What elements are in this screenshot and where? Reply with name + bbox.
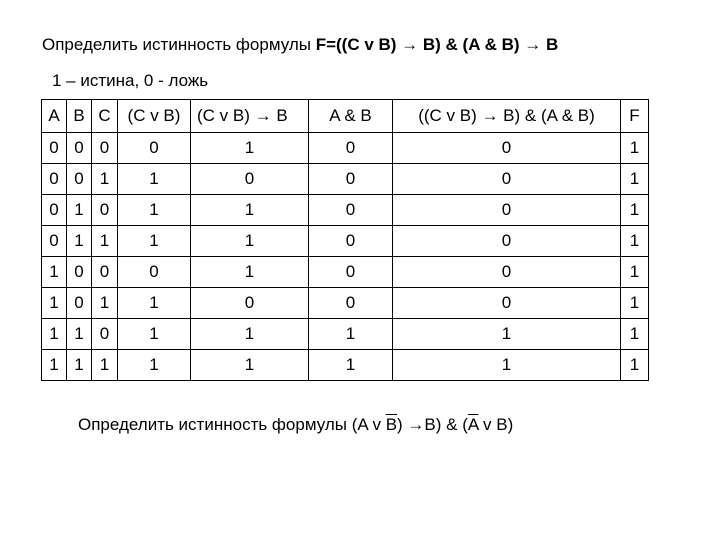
- table-cell: 0: [42, 195, 67, 226]
- table-cell: 1: [191, 257, 309, 288]
- table-cell: 1: [621, 257, 649, 288]
- negated-variable: $\overline{B}$: [385, 415, 398, 434]
- negated-variable: $\overline{A}$: [467, 415, 479, 434]
- title-formula: F=((C v B) → B) & (A & B) → B: [315, 35, 559, 54]
- header-cell: (C v B) → B: [191, 100, 309, 133]
- table-cell: 0: [67, 288, 92, 319]
- table-row: [42, 164, 649, 195]
- table-cell: 0: [42, 133, 67, 164]
- table-cell: 1: [67, 319, 92, 350]
- table-cell: 1: [67, 226, 92, 257]
- table-cell: 1: [67, 195, 92, 226]
- table-cell: 0: [67, 257, 92, 288]
- table-header-row: [42, 100, 649, 133]
- table-cell: 1: [309, 350, 393, 381]
- table-row: [42, 257, 649, 288]
- table-cell: 1: [118, 350, 191, 381]
- table-row: [42, 226, 649, 257]
- table-cell: 1: [621, 319, 649, 350]
- legend-note: 1 – истина, 0 - ложь: [52, 71, 209, 90]
- table-cell: 1: [191, 195, 309, 226]
- table-row: [42, 288, 649, 319]
- table-cell: 1: [42, 288, 67, 319]
- table-cell: 0: [42, 164, 67, 195]
- table-cell: 0: [118, 257, 191, 288]
- header-cell: B: [67, 100, 92, 133]
- table-cell: 1: [42, 319, 67, 350]
- table-cell: 1: [621, 226, 649, 257]
- table-cell: 1: [621, 164, 649, 195]
- table-cell: 1: [92, 226, 118, 257]
- table-cell: 1: [118, 319, 191, 350]
- table-cell: 1: [118, 164, 191, 195]
- table-cell: 0: [393, 226, 621, 257]
- table-cell: 1: [118, 226, 191, 257]
- header-cell: F: [621, 100, 649, 133]
- header-cell: ((C v B) → B) & (A & B): [393, 100, 621, 133]
- title-prefix: Определить истинность формулы: [42, 35, 316, 54]
- table-cell: 0: [393, 164, 621, 195]
- table-cell: 1: [621, 195, 649, 226]
- table-cell: 1: [42, 350, 67, 381]
- table-cell: 0: [191, 288, 309, 319]
- table-cell: 1: [67, 350, 92, 381]
- table-cell: 0: [92, 319, 118, 350]
- bottom-task: [78, 415, 513, 435]
- table-cell: 1: [393, 319, 621, 350]
- truth-table-body: [42, 133, 649, 381]
- table-cell: 0: [92, 257, 118, 288]
- table-cell: 0: [309, 257, 393, 288]
- table-cell: 0: [309, 133, 393, 164]
- table-cell: 1: [191, 133, 309, 164]
- table-cell: 0: [393, 133, 621, 164]
- header-cell: A: [42, 100, 67, 133]
- header-cell: (C v B): [118, 100, 191, 133]
- table-cell: 0: [67, 164, 92, 195]
- task-text: v B): [478, 415, 514, 434]
- table-cell: 0: [309, 164, 393, 195]
- table-cell: 0: [309, 226, 393, 257]
- task-text: ) →B) & (: [397, 415, 468, 434]
- table-cell: 0: [92, 195, 118, 226]
- table-cell: 0: [309, 195, 393, 226]
- table-cell: 0: [42, 226, 67, 257]
- table-cell: 1: [191, 226, 309, 257]
- page-title: [42, 35, 558, 55]
- table-cell: 0: [393, 257, 621, 288]
- table-row: [42, 133, 649, 164]
- table-row: [42, 195, 649, 226]
- table-cell: 1: [118, 288, 191, 319]
- table-cell: 1: [621, 288, 649, 319]
- table-cell: 0: [393, 288, 621, 319]
- table-cell: 1: [92, 350, 118, 381]
- table-cell: 0: [393, 195, 621, 226]
- table-cell: 0: [309, 288, 393, 319]
- table-row: [42, 350, 649, 381]
- table-cell: 0: [92, 133, 118, 164]
- header-cell: C: [92, 100, 118, 133]
- table-cell: 1: [118, 195, 191, 226]
- table-cell: 1: [42, 257, 67, 288]
- table-cell: 0: [67, 133, 92, 164]
- table-cell: 1: [191, 350, 309, 381]
- task-text: Определить истинность формулы (A v: [78, 415, 386, 434]
- header-cell: A & B: [309, 100, 393, 133]
- table-cell: 1: [393, 350, 621, 381]
- truth-table: [41, 99, 649, 381]
- table-cell: 0: [118, 133, 191, 164]
- table-cell: 1: [92, 164, 118, 195]
- table-row: [42, 319, 649, 350]
- table-cell: 1: [309, 319, 393, 350]
- table-cell: 1: [191, 319, 309, 350]
- table-cell: 1: [621, 133, 649, 164]
- table-cell: 1: [621, 350, 649, 381]
- table-cell: 0: [191, 164, 309, 195]
- table-cell: 1: [92, 288, 118, 319]
